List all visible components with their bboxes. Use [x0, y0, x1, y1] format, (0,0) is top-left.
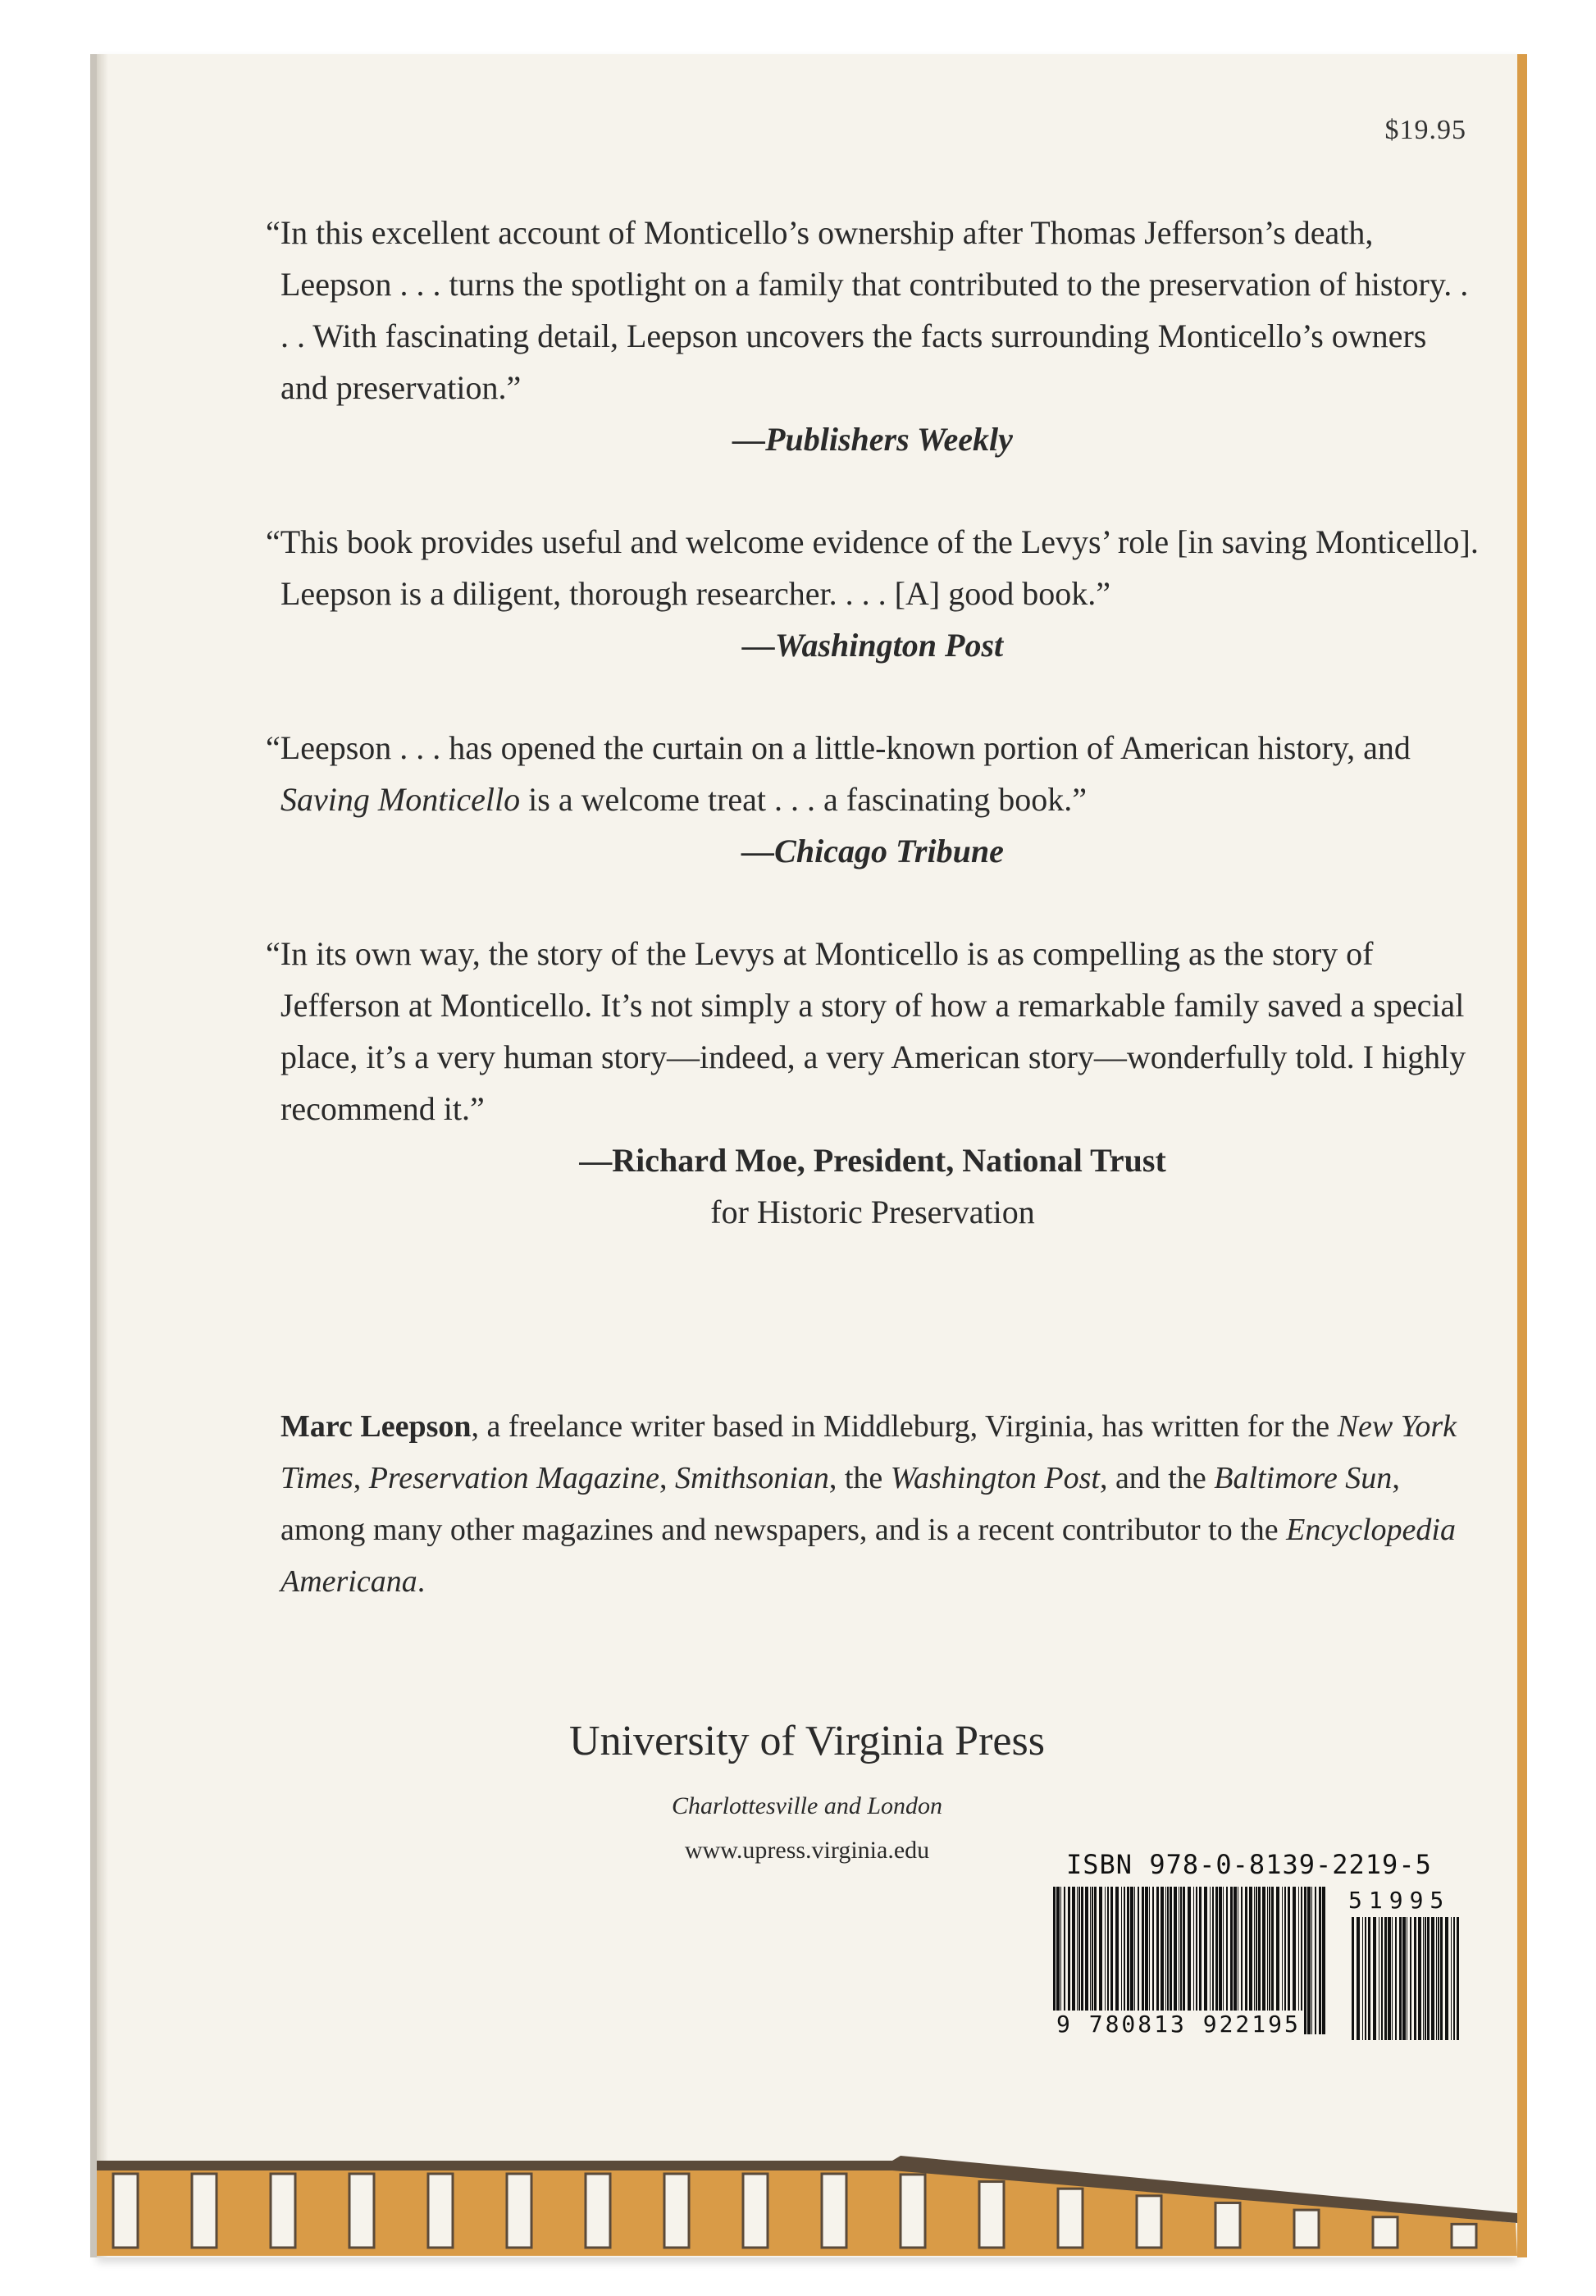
barcode-block [1050, 1849, 1468, 2040]
quote-source: —Chicago Tribune [741, 833, 1004, 870]
quote-text-part: “Leepson . . . has opened the curtain on a little-known portion of American history, and [266, 729, 1411, 766]
spine-edge [97, 54, 108, 2257]
review-quotes [266, 207, 1480, 1289]
bio-text: , [353, 1461, 369, 1495]
review-quote-1 [266, 207, 1480, 465]
quote-text-part: is a welcome treat . . . a fascinating book.” [520, 781, 1088, 818]
quote-text: “This book provides useful and welcome evidence of the Levys’ role [in saving Monticello]. Leepson is a diligent, thorough researcher. . . . [A] good book.” [266, 523, 1479, 612]
publisher-url: www.upress.virginia.edu [684, 1837, 930, 1864]
bio-text: , a freelance writer based in Middleburg, Virginia, has written for the [471, 1409, 1338, 1444]
publication-name: Smithsonian [674, 1461, 829, 1495]
publication-name: New York Times [280, 1409, 1457, 1495]
quote-source-line-2: for Historic Preservation [710, 1194, 1035, 1230]
quote-text [266, 722, 1480, 825]
addon-bars [1348, 1917, 1463, 2040]
publisher-block [97, 1713, 1517, 1870]
quote-text: “In this excellent account of Monticello’s ownership after Thomas Jefferson’s death, Leepson . . . turns the spotlight on a family that contributed to the preservation of history. . . . With fascinating detail, Leepson uncovers the facts surrounding Monticello’s owners and preservation.” [266, 214, 1469, 406]
publisher-cities: Charlottesville and London [672, 1792, 942, 1819]
bio-text: , [659, 1461, 675, 1495]
book-back-cover [97, 54, 1517, 2257]
price-addon-barcode [1348, 1887, 1463, 2040]
publisher-name: University of Virginia Press [569, 1718, 1045, 1764]
book-title: Saving Monticello [280, 781, 521, 818]
publication-name: Baltimore Sun [1214, 1461, 1393, 1495]
publication-name: Encyclopedia Americana [280, 1513, 1456, 1599]
addon-digits: 51995 [1348, 1887, 1451, 1914]
bio-text: , and the [1099, 1461, 1215, 1495]
ean-barcode [1050, 1887, 1329, 2038]
price-label: $19.95 [1384, 115, 1466, 145]
quote-source: —Publishers Weekly [732, 421, 1013, 458]
colonnade-illustration [97, 2133, 1517, 2256]
bio-text: , the [828, 1461, 891, 1495]
quote-text: “In its own way, the story of the Levys at Monticello is as compelling as the story of Jefferson at Monticello. It’s not simply a story of how a remarkable family saved a special place, it’s a very human story—indeed, a very American story—wonderfully told. I highly recommend it.” [266, 935, 1466, 1127]
quote-source: —Washington Post [741, 627, 1004, 664]
isbn-label: ISBN 978-0-8139-2219-5 [1066, 1849, 1432, 1880]
review-quote-3 [266, 722, 1480, 877]
barcode-digits: 9 780813 922195 [1053, 2011, 1304, 2038]
review-quote-2 [266, 516, 1480, 671]
bio-text: , among many other magazines and newspapers, and is a recent contributor to the [280, 1461, 1400, 1547]
review-quote-4 [266, 928, 1480, 1238]
publication-name: Washington Post [890, 1461, 1100, 1495]
publication-name: Preservation Magazine [368, 1461, 659, 1495]
author-bio [280, 1401, 1478, 1608]
author-name: Marc Leepson [280, 1409, 472, 1444]
bio-text: . [417, 1564, 426, 1599]
quote-source-line-1: —Richard Moe, President, National Trust [579, 1142, 1166, 1179]
